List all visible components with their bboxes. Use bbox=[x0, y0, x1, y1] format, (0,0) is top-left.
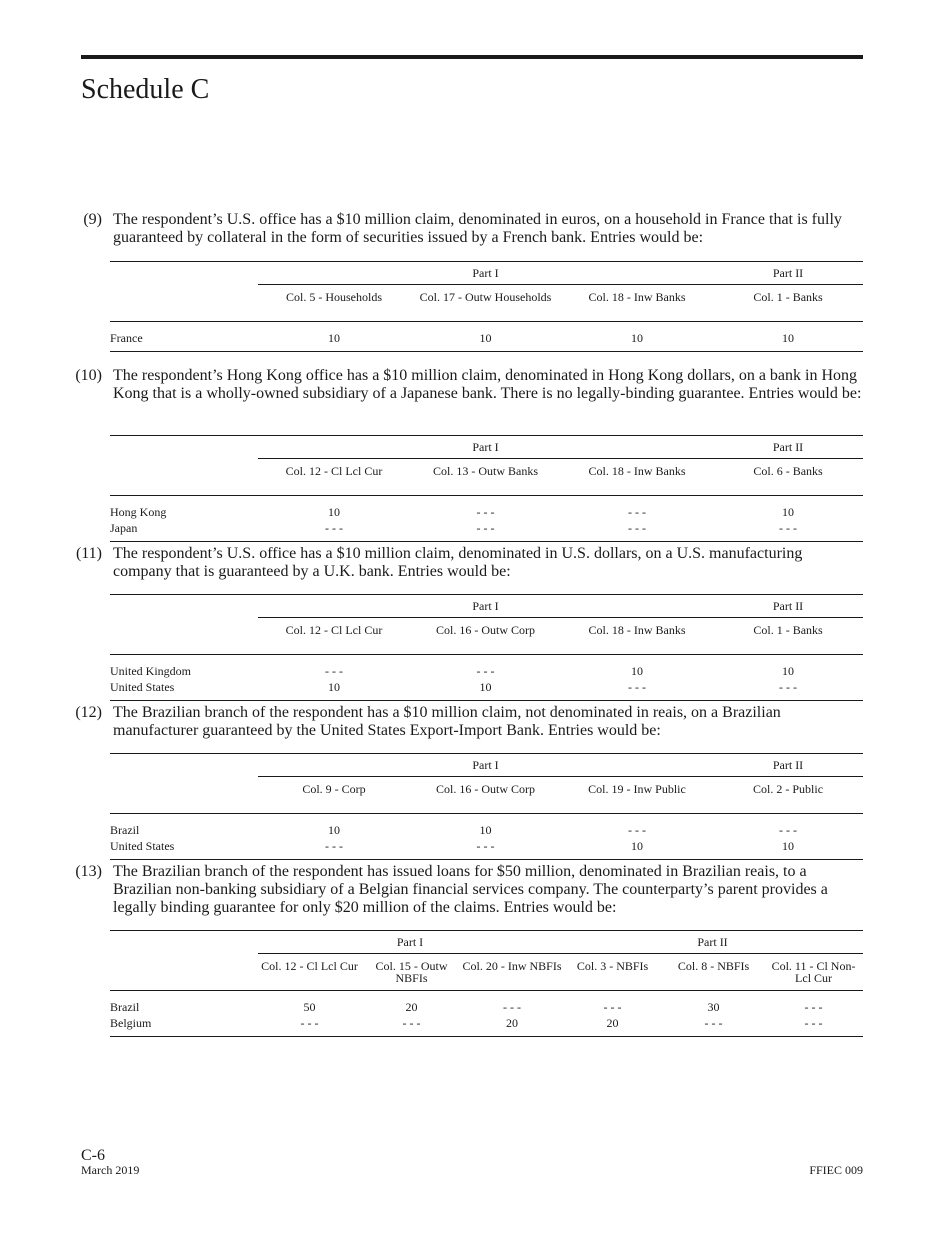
table-cell: 10 bbox=[479, 823, 492, 837]
table-cell: - - - bbox=[713, 520, 863, 542]
column-header: Col. 16 - Outw Corp bbox=[410, 777, 561, 814]
column-header: Col. 6 - Banks bbox=[713, 459, 863, 496]
table-cell: 10 bbox=[410, 679, 561, 701]
part-1-header: Part I bbox=[258, 262, 713, 285]
table-row bbox=[110, 838, 863, 860]
table-cell: 10 bbox=[258, 679, 410, 701]
part-2-header: Part II bbox=[713, 754, 863, 777]
column-header: Col. 18 - Inw Banks bbox=[561, 285, 713, 322]
country-label: United Kingdom bbox=[110, 664, 191, 678]
table-cell: 10 bbox=[713, 838, 863, 860]
part-2-header: Part II bbox=[562, 931, 863, 954]
table-cell: - - - bbox=[325, 664, 343, 678]
table-cell: 10 bbox=[410, 322, 561, 352]
table-cell: 10 bbox=[328, 823, 340, 837]
top-rule bbox=[81, 55, 863, 59]
example-11-table bbox=[110, 594, 863, 701]
table-row bbox=[110, 520, 863, 542]
table-row bbox=[110, 1015, 863, 1037]
table-cell: 10 bbox=[713, 322, 863, 352]
table-cell: - - - bbox=[410, 838, 561, 860]
column-header: Col. 13 - Outw Banks bbox=[410, 459, 561, 496]
example-text: The Brazilian branch of the respondent has a $10 million claim, not denominated in reais, on a Brazilian manufacturer guaranteed by the United States Export-Import Bank. Entries would be: bbox=[113, 704, 781, 739]
example-text: The respondent’s U.S. office has a $10 million claim, denominated in U.S. dollars, on a U.S. manufacturing company that is guaranteed by a U.K. bank. Entries would be: bbox=[113, 545, 803, 580]
part-2-header: Part II bbox=[713, 262, 863, 285]
country-label: Brazil bbox=[110, 823, 140, 837]
table-cell: 20 bbox=[405, 1000, 418, 1014]
table-cell: - - - bbox=[603, 1000, 622, 1014]
table-cell: - - - bbox=[361, 1015, 462, 1037]
table-row bbox=[110, 814, 863, 839]
table-row bbox=[110, 655, 863, 680]
example-number: (10) bbox=[75, 367, 102, 384]
country-label: Belgium bbox=[110, 1015, 258, 1037]
column-header: Col. 3 - NBFIs bbox=[562, 954, 663, 991]
part-1-header: Part I bbox=[258, 436, 713, 459]
table-cell: 20 bbox=[462, 1015, 562, 1037]
table-cell: - - - bbox=[258, 838, 410, 860]
example-number: (11) bbox=[75, 545, 102, 562]
table-cell: - - - bbox=[258, 520, 410, 542]
country-label: United States bbox=[110, 838, 258, 860]
example-9-table bbox=[110, 261, 863, 352]
country-label: Japan bbox=[110, 520, 258, 542]
table-row bbox=[110, 679, 863, 701]
table-cell: - - - bbox=[628, 823, 647, 837]
table-cell: 10 bbox=[782, 664, 795, 678]
country-label: France bbox=[110, 322, 258, 352]
example-13-table bbox=[110, 930, 863, 1037]
example-12-table bbox=[110, 753, 863, 860]
column-header: Col. 11 - Cl Non-Lcl Cur bbox=[764, 954, 863, 991]
table-cell: - - - bbox=[258, 1015, 361, 1037]
table-cell: 50 bbox=[303, 1000, 316, 1014]
table-row bbox=[110, 496, 863, 521]
table-cell: - - - bbox=[764, 1015, 863, 1037]
column-header: Col. 20 - Inw NBFIs bbox=[462, 954, 562, 991]
table-cell: - - - bbox=[663, 1015, 764, 1037]
country-label: United States bbox=[110, 679, 258, 701]
example-number: (9) bbox=[83, 211, 102, 228]
part-1-header: Part I bbox=[258, 754, 713, 777]
column-header: Col. 18 - Inw Banks bbox=[561, 459, 713, 496]
table-cell: 10 bbox=[561, 838, 713, 860]
example-number: (12) bbox=[75, 704, 102, 721]
column-header: Col. 1 - Banks bbox=[713, 285, 863, 322]
table-cell: 30 bbox=[707, 1000, 720, 1014]
part-1-header: Part I bbox=[258, 595, 713, 618]
example-text: The respondent’s Hong Kong office has a $10 million claim, denominated in Hong Kong dollars, on a bank in Hong Kong that is a wholly-owned subsidiary of a Japanese bank. There is no legally-binding guarantee. Entries would be: bbox=[113, 367, 862, 402]
column-header: Col. 12 - Cl Lcl Cur bbox=[258, 618, 410, 655]
example-number: (13) bbox=[75, 863, 102, 880]
column-header: Col. 1 - Banks bbox=[713, 618, 863, 655]
column-header: Col. 9 - Corp bbox=[258, 777, 410, 814]
column-header: Col. 15 - Outw NBFIs bbox=[361, 954, 462, 991]
table-cell: 10 bbox=[328, 505, 340, 519]
example-text: The Brazilian branch of the respondent has issued loans for $50 million, denominated in Brazilian reais, to a Brazilian non-banking subsidiary of a Belgian financial services company. The counterparty’s parent provides a legally binding guarantee for only $20 million of the claims. Entries would be: bbox=[113, 863, 828, 916]
column-header: Col. 16 - Outw Corp bbox=[410, 618, 561, 655]
table-row bbox=[110, 991, 863, 1016]
part-2-header: Part II bbox=[713, 436, 863, 459]
column-header: Col. 17 - Outw Households bbox=[410, 285, 561, 322]
table-cell: - - - bbox=[476, 664, 495, 678]
table-cell: - - - bbox=[779, 823, 798, 837]
table-cell: 20 bbox=[562, 1015, 663, 1037]
column-header: Col. 19 - Inw Public bbox=[561, 777, 713, 814]
example-10-table bbox=[110, 435, 863, 542]
table-cell: - - - bbox=[561, 520, 713, 542]
table-cell: - - - bbox=[561, 679, 713, 701]
table-cell: - - - bbox=[804, 1000, 823, 1014]
column-header: Col. 12 - Cl Lcl Cur bbox=[258, 459, 410, 496]
footer-form-id: FFIEC 009 bbox=[809, 1163, 863, 1177]
table-cell: 10 bbox=[782, 505, 795, 519]
table-row bbox=[110, 322, 863, 352]
table-cell: 10 bbox=[631, 664, 644, 678]
column-header: Col. 5 - Households bbox=[258, 285, 410, 322]
footer-page-number: C-6 bbox=[81, 1147, 105, 1164]
footer-date: March 2019 bbox=[81, 1163, 140, 1177]
table-cell: - - - bbox=[476, 505, 495, 519]
column-header: Col. 12 - Cl Lcl Cur bbox=[258, 954, 361, 991]
part-1-header: Part I bbox=[258, 931, 562, 954]
table-cell: 10 bbox=[561, 322, 713, 352]
column-header: Col. 2 - Public bbox=[713, 777, 863, 814]
example-text: The respondent’s U.S. office has a $10 million claim, denominated in euros, on a household in France that is fully guaranteed by collateral in the form of securities issued by a French bank. Entries would be: bbox=[113, 211, 842, 246]
page-title: Schedule C bbox=[81, 74, 210, 105]
column-header: Col. 18 - Inw Banks bbox=[561, 618, 713, 655]
table-cell: 10 bbox=[258, 322, 410, 352]
column-header: Col. 8 - NBFIs bbox=[663, 954, 764, 991]
country-label: Brazil bbox=[110, 1000, 140, 1014]
country-label: Hong Kong bbox=[110, 505, 167, 519]
table-cell: - - - bbox=[410, 520, 561, 542]
part-2-header: Part II bbox=[713, 595, 863, 618]
table-cell: - - - bbox=[503, 1000, 522, 1014]
table-cell: - - - bbox=[628, 505, 647, 519]
table-cell: - - - bbox=[713, 679, 863, 701]
